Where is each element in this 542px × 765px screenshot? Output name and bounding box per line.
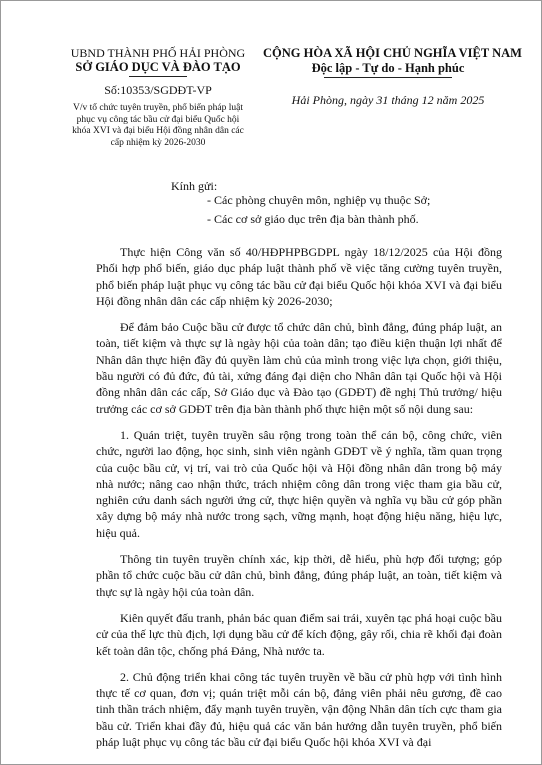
motto-underline <box>324 77 452 78</box>
document-date: Hải Phòng, ngày 31 tháng 12 năm 2025 <box>291 93 485 107</box>
issuer-underline <box>129 76 187 77</box>
body-paragraph: 1. Quán triệt, tuyên truyền sâu rộng trong toàn thể cán bộ, công chức, viên chức, người lao động, học sinh, sinh viên ngành GDĐT về ý nghĩa, tầm quan trọng của cuộc bầu cử, vị trí, vai trò của Quốc hội và Hội đồng nhân dân trong bộ máy nhà nước; nâng cao nhận thức, trách nhiệm công dân trong việc tham gia bầu cử, nghiên cứu danh sách người ứng cử, thực hiện quyền và nghĩa vụ bầu cử góp phần xây dựng bộ máy nhà nước trong sạch, vững mạnh, hoạt động hiệu năng, hiệu lực, hiệu quả. <box>96 427 502 540</box>
body-paragraph: Thông tin tuyên truyền chính xác, kịp thời, dễ hiểu, phù hợp đối tượng; góp phần tổ chức cuộc bầu cử dân chủ, bình đẳng, đúng pháp luật, an toàn, tiết kiệm và thực sự là ngày hội của toàn dân. <box>96 552 502 599</box>
body-paragraph: 2. Chủ động triển khai công tác tuyên truyền về bầu cử phù hợp với tình hình thực tế cơ quan, đơn vị; quán triệt mỗi cán bộ, đảng viên phải nêu gương, đề cao tinh thần trách nhiệm, đẩy mạnh tuyên truyền, vận động Nhân dân tích cực tham gia bầu cử. Triển khai đầy đủ, hiệu quả các văn bản hướng dẫn tuyên truyền, phổ biến pháp luật phục vụ công tác bầu cử đại biểu Quốc hội khóa XVI và đại <box>96 669 502 750</box>
document-subject: V/v tổ chức tuyên truyền, phổ biến pháp luật phục vụ công tác bầu cử đại biểu Quốc hội khóa XVI và đại biểu Hội đồng nhân dân các cấp nhiệm kỳ 2026-2030 <box>72 103 244 148</box>
document-body <box>96 244 502 760</box>
issuer-block <box>63 46 253 149</box>
recipient-list <box>207 191 507 229</box>
body-paragraph: Thực hiện Công văn số 40/HĐPHPBGDPL ngày 18/12/2025 của Hội đồng Phối hợp phổ biến, giáo dục pháp luật thành phố về việc tăng cường tuyên truyền, phổ biến pháp luật phục vụ công tác bầu cử đại biểu Quốc hội khóa XVI và đại biểu Hội đồng nhân dân các cấp nhiệm kỳ 2026-2030; <box>96 245 502 308</box>
national-header <box>263 46 522 107</box>
recipient-item: - Các phòng chuyên môn, nghiệp vụ thuộc Sở; <box>207 193 431 207</box>
document-number: Số:10353/SGDĐT-VP <box>104 83 212 97</box>
national-motto: Độc lập - Tự do - Hạnh phúc <box>311 61 465 75</box>
issuer-parent-name: UBND THÀNH PHỐ HẢI PHÒNG <box>70 46 246 60</box>
nation-name: CỘNG HÒA XÃ HỘI CHỦ NGHĨA VIỆT NAM <box>263 46 522 60</box>
recipient-item: - Các cơ sở giáo dục trên địa bàn thành phố. <box>207 212 419 226</box>
body-paragraph: Kiên quyết đấu tranh, phản bác quan điểm sai trái, xuyên tạc phá hoại cuộc bầu cử của thế lực thù địch, lợi dụng bầu cử để kích động, gây rối, chia rẽ khối đại đoàn kết toàn dân tộc, chống phá Đảng, Nhà nước ta. <box>96 610 502 658</box>
greeting: Kính gửi: <box>171 179 218 193</box>
issuer-name: SỞ GIÁO DỤC VÀ ĐÀO TẠO <box>75 60 241 74</box>
body-paragraph: Để đảm bảo Cuộc bầu cử được tổ chức dân chủ, bình đẳng, đúng pháp luật, an toàn, tiết kiệm và thực sự là ngày hội của toàn dân; tạo điều kiện thuận lợi nhất để Nhân dân thực hiện đầy đủ quyền làm chủ của mình trong việc lựa chọn, giới thiệu, bầu người có đủ đức, đủ tài, xứng đáng đại diện cho Nhân dân tại Quốc hội và Hội đồng nhân dân các cấp, Sở Giáo dục và Đào tạo (GDĐT) đề nghị Thủ trưởng/ hiệu trưởng các cơ sở GDĐT trên địa bàn thành phố thực hiện một số nội dung sau: <box>96 320 502 416</box>
